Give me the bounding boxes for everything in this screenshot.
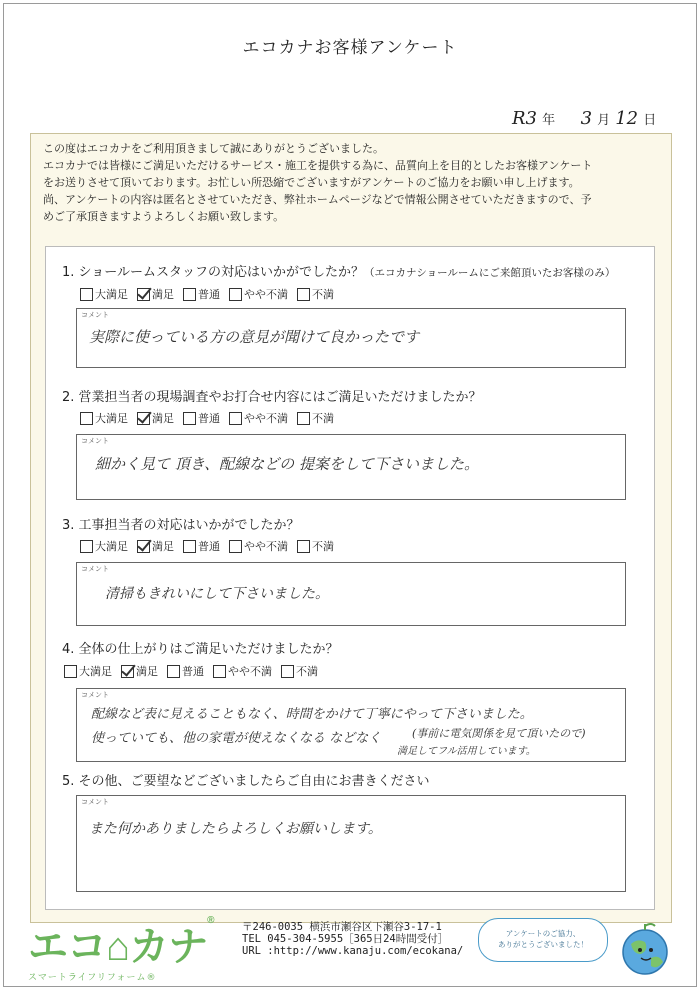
checkbox[interactable]: [183, 540, 196, 553]
q3-option-dissatisfied[interactable]: 不満: [297, 538, 334, 554]
question-2-text: 2. 営業担当者の現場調査やお打合せ内容にはご満足いただけましたか？: [62, 390, 482, 405]
checkbox[interactable]: [64, 665, 77, 678]
date-month: 3: [580, 108, 593, 129]
comment-handwriting: 実際に使っている方の意見が聞けて良かったです: [89, 328, 420, 346]
q1-option-satisfied[interactable]: 満足: [137, 286, 174, 302]
comment-handwriting: 細かく見て 頂き、配線などの 提案をして下さいました。: [95, 455, 479, 473]
comment-handwriting-line: 配線など表に見えることもなく、時間をかけて丁寧にやって下さいました。: [91, 707, 533, 722]
checkbox[interactable]: [183, 412, 196, 425]
checkbox[interactable]: [213, 665, 226, 678]
ecokana-logo: [28, 915, 214, 983]
q4-option-neutral[interactable]: 普通: [167, 663, 204, 679]
checkbox[interactable]: [297, 288, 310, 301]
q1-option-neutral[interactable]: 普通: [183, 286, 220, 302]
question-2: [62, 386, 482, 405]
q3-option-neutral[interactable]: 普通: [183, 538, 220, 554]
q2-option-neutral[interactable]: 普通: [183, 410, 220, 426]
comment-handwriting: 清掃もきれいにして下さいました。: [105, 586, 329, 602]
comment-label: コメント: [81, 798, 109, 806]
comment-handwriting-line: 使っていても、他の家電が使えなくなる などなく: [91, 731, 382, 746]
comment-label: コメント: [81, 691, 109, 699]
question-2-options: [80, 410, 343, 426]
thanks-speech-bubble: [478, 918, 608, 962]
question-3-text: 3. 工事担当者の対応はいかがでしたか？: [62, 518, 300, 533]
question-5: [62, 770, 430, 789]
question-1-text: 1. ショールームスタッフの対応はいかがでしたか？: [62, 265, 365, 280]
question-5-text: 5. その他、ご要望などございましたらご自由にお書きください: [62, 774, 430, 789]
question-5-comment-box[interactable]: [76, 795, 626, 892]
intro-text: [43, 140, 663, 225]
q4-option-dissatisfied[interactable]: 不満: [281, 663, 318, 679]
comment-label: コメント: [81, 437, 109, 445]
checkbox[interactable]: [297, 412, 310, 425]
intro-line: 尚、アンケートの内容は匿名とさせていただき、弊社ホームページなどで情報公開させていただきますので、予: [43, 193, 592, 206]
checkbox-checked[interactable]: [121, 665, 134, 678]
date-day: 12: [615, 108, 639, 129]
checkbox[interactable]: [229, 412, 242, 425]
address-line: 〒246-0035 横浜市瀬谷区下瀬谷3-17-1: [242, 921, 442, 933]
intro-line: めご了承頂きますようよろしくお願い致します。: [43, 210, 285, 223]
date-month-mark: 月: [597, 113, 611, 128]
question-4: [62, 638, 339, 657]
q2-option-dissatisfied[interactable]: 不満: [297, 410, 334, 426]
q2-option-satisfied[interactable]: 満足: [137, 410, 174, 426]
question-4-text: 4. 全体の仕上がりはご満足いただけましたか？: [62, 642, 339, 657]
bubble-line: アンケートのご協力、: [505, 929, 581, 938]
question-2-comment-box[interactable]: [76, 434, 626, 500]
comment-handwriting-line: 満足してフル活用しています。: [397, 746, 536, 757]
comment-handwriting-line: (事前に電気関係を見て頂いたので): [412, 727, 586, 740]
comment-label: コメント: [81, 311, 109, 319]
question-3-options: [80, 538, 343, 554]
logo-registered-mark: ®: [207, 915, 214, 926]
question-1-options: [80, 286, 343, 302]
date-era: R3: [512, 108, 538, 129]
date-field: [512, 108, 656, 129]
checkbox[interactable]: [229, 540, 242, 553]
question-1: [62, 261, 615, 280]
logo-subtitle: スマートライフリフォーム: [28, 973, 147, 983]
checkbox[interactable]: [297, 540, 310, 553]
checkbox[interactable]: [167, 665, 180, 678]
url-line: URL :http://www.kanaju.com/ecokana/: [242, 945, 464, 957]
checkbox[interactable]: [229, 288, 242, 301]
q4-option-satisfied[interactable]: 満足: [121, 663, 158, 679]
q4-option-very-satisfied[interactable]: 大満足: [64, 663, 112, 679]
q3-option-very-satisfied[interactable]: 大満足: [80, 538, 128, 554]
question-4-comment-box[interactable]: [76, 688, 626, 762]
checkbox[interactable]: [80, 412, 93, 425]
logo-text: エコ⌂カナ: [28, 925, 208, 969]
question-1-note: （エコカナショールームにご来館頂いたお客様のみ）: [364, 267, 616, 279]
q3-option-satisfied[interactable]: 満足: [137, 538, 174, 554]
question-1-comment-box[interactable]: [76, 308, 626, 368]
date-day-mark: 日: [643, 113, 657, 128]
earth-mascot-icon: [615, 920, 675, 982]
checkbox-checked[interactable]: [137, 288, 150, 301]
comment-label: コメント: [81, 565, 109, 573]
question-3-comment-box[interactable]: [76, 562, 626, 626]
company-address: [242, 921, 463, 957]
bubble-line: ありがとうございました！: [498, 940, 588, 949]
intro-line: エコカナでは皆様にご満足いただけるサービス・施工を提供する為に、品質向上を目的としたお客様アンケート: [43, 159, 593, 172]
intro-line: をお送りさせて頂いております。お忙しい所恐縮でございますがアンケートのご協力をお願い申し上げます。: [43, 176, 580, 189]
q3-option-somewhat-dissatisfied[interactable]: やや不満: [229, 538, 288, 554]
checkbox[interactable]: [183, 288, 196, 301]
phone-line: TEL 045-304-5955［365日24時間受付］: [242, 933, 449, 945]
q1-option-somewhat-dissatisfied[interactable]: やや不満: [229, 286, 288, 302]
checkbox[interactable]: [80, 540, 93, 553]
checkbox-checked[interactable]: [137, 412, 150, 425]
q4-option-somewhat-dissatisfied[interactable]: やや不満: [213, 663, 272, 679]
logo-subtitle-registered-mark: ®: [146, 973, 157, 983]
q2-option-somewhat-dissatisfied[interactable]: やや不満: [229, 410, 288, 426]
checkbox-checked[interactable]: [137, 540, 150, 553]
intro-line: この度はエコカナをご利用頂きまして誠にありがとうございました。: [43, 142, 384, 155]
question-4-options: [64, 663, 327, 679]
question-3: [62, 514, 300, 533]
q2-option-very-satisfied[interactable]: 大満足: [80, 410, 128, 426]
q1-option-very-satisfied[interactable]: 大満足: [80, 286, 128, 302]
date-year-mark: 年: [542, 113, 556, 128]
comment-handwriting: また何かありましたらよろしくお願いします。: [89, 821, 382, 837]
page-title: エコカナお客様アンケート: [242, 38, 458, 58]
q1-option-dissatisfied[interactable]: 不満: [297, 286, 334, 302]
checkbox[interactable]: [80, 288, 93, 301]
checkbox[interactable]: [281, 665, 294, 678]
